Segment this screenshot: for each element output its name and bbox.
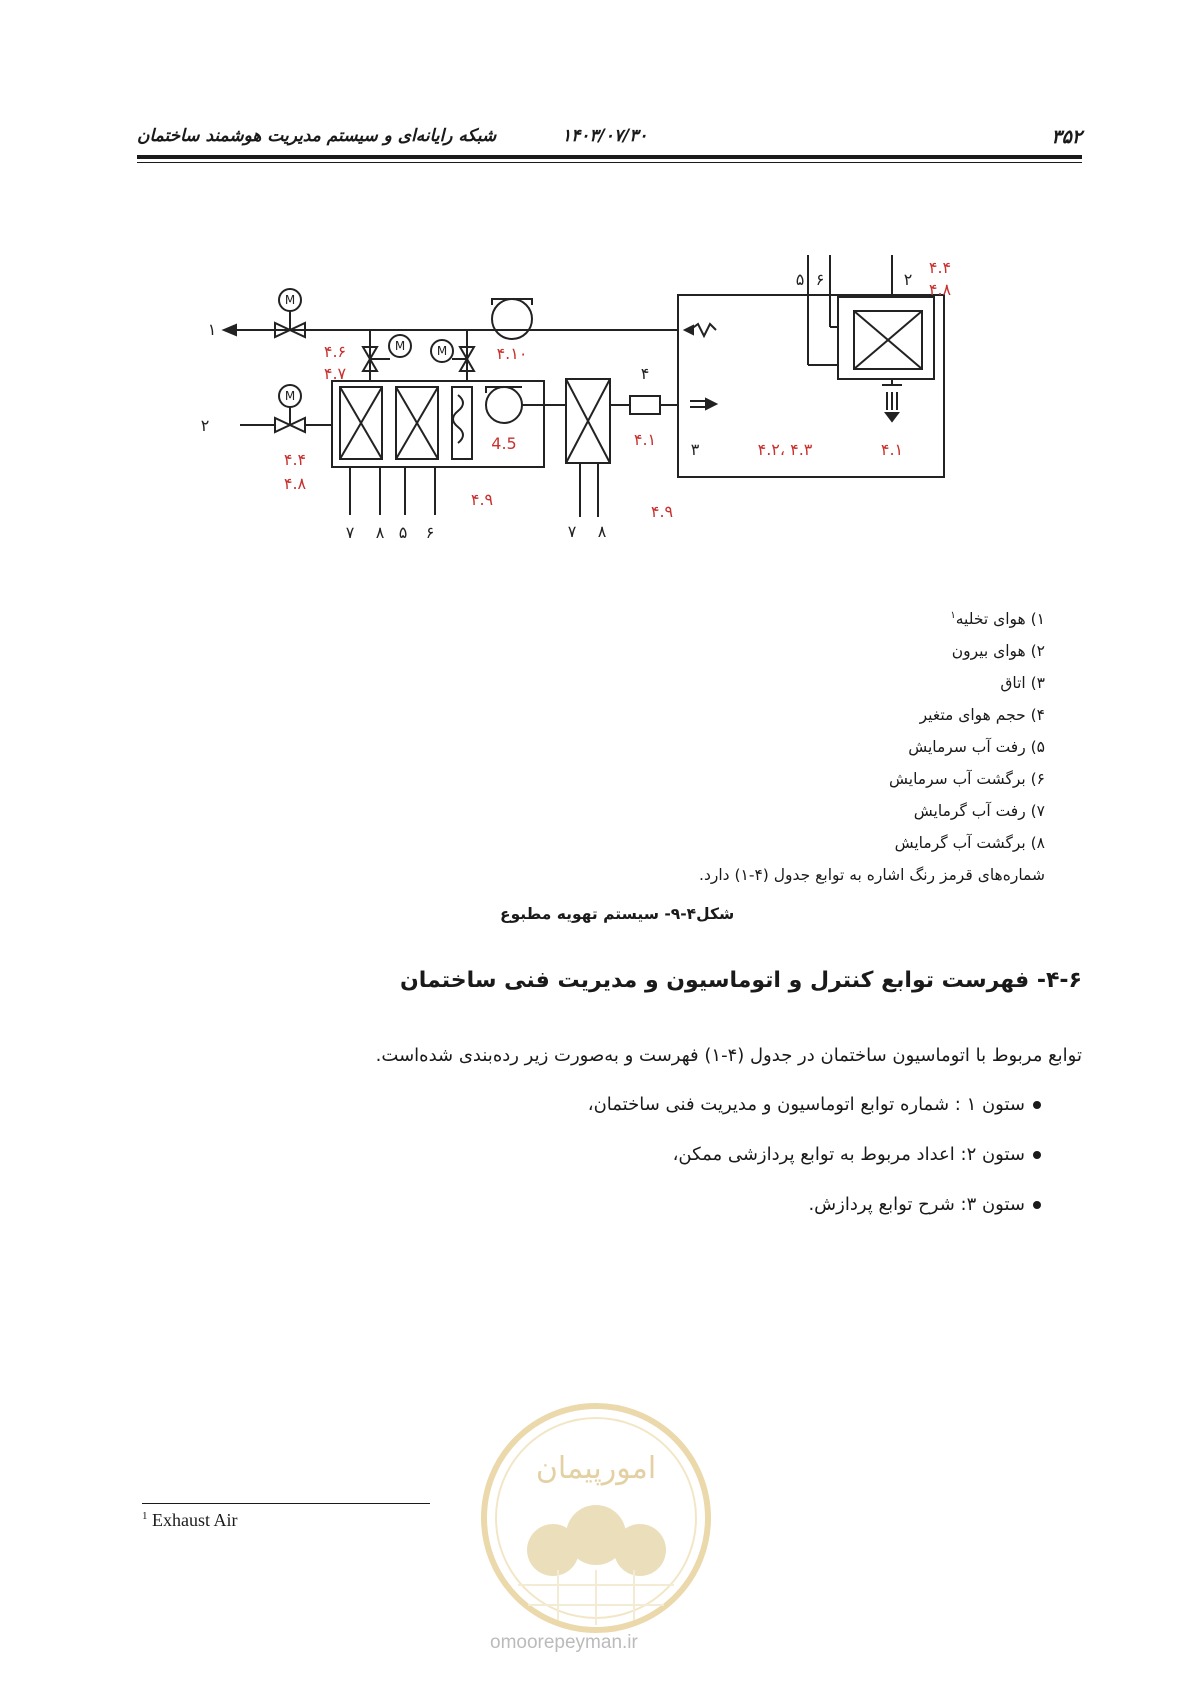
figure-legend [699,600,1045,891]
legend-item: ۲) هوای بیرون [951,642,1045,661]
label-bottom-5: ۵ [398,523,408,542]
watermark-logo-text: امورپیمان [535,1451,657,1486]
header-rule-thin [137,162,1082,163]
red-label: ۴.۴ [928,258,952,277]
footnote: $^1$ Exhaust Air [142,1510,238,1530]
legend-item: ۵) رفت آب سرمایش [908,738,1045,757]
red-label: ۴.۸ [928,280,952,299]
label-vav-4: ۴ [640,364,650,383]
intro-paragraph: توابع مربوط با اتوماسیون ساختمان در جدول (۴-۱) فهرست و به‌صورت زیر رده‌بندی شده‌است. [375,1045,1082,1066]
red-label: ۴.۶ [323,342,347,361]
label-top-2: ۲ [903,270,913,289]
label-top-6: ۶ [815,270,825,289]
label-mid-8: ۸ [597,522,607,541]
red-label: ۴.۱ [880,440,904,459]
page-number: ۳۵۲ [1051,126,1082,148]
figure-caption: شکل۴-۹- سیستم تهویه مطبوع [500,905,735,923]
label-mid-7: ۷ [567,522,577,541]
red-label: ۴.۹ [470,490,494,509]
footnote-mark: ۱ [950,610,956,621]
legend-item: ۳) اتاق [1000,674,1045,693]
legend-item: ۸) برگشت آب گرمایش [894,834,1045,853]
motor-label: M [284,389,296,403]
watermark-url: omoorepeyman.ir [490,1632,638,1653]
legend-item: ۱) هوای تخلیه$^۱$ [950,610,1045,629]
red-label: 4.5 [491,434,517,453]
red-label: ۴.۲، ۴.۳ [757,440,813,459]
header-title: شبکه رایانه‌ای و سیستم مدیریت هوشمند ساختمان [137,126,497,146]
label-outside-2: ۲ [200,416,210,435]
bullet-icon [1033,1151,1041,1159]
list-item: ستون ۲: اعداد مربوط به توابع پردازشی ممکن، [588,1135,1041,1185]
header-rule-thick [137,155,1082,159]
bullet-icon [1033,1201,1041,1209]
red-label: ۴.۸ [283,474,307,493]
list-item: ستون ۱ : شماره توابع اتوماسیون و مدیریت فنی ساختمان، [588,1085,1041,1135]
motor-label: M [436,344,448,358]
section-heading: ۴-۶- فهرست توابع کنترل و اتوماسیون و مدیریت فنی ساختمان [399,968,1082,993]
motor-label: M [284,293,296,307]
legend-item: ۴) حجم هوای متغیر [919,706,1045,725]
motor-label: M [394,339,406,353]
red-label: ۴.۹ [650,502,674,521]
watermark-logo [478,1400,714,1636]
hvac-diagram [190,255,970,585]
legend-note: شماره‌های قرمز رنگ اشاره به توابع جدول (۴-۱) دارد. [699,866,1045,885]
bullet-icon [1033,1101,1041,1109]
label-exhaust-1: ۱ [207,320,217,339]
label-bottom-7: ۷ [345,523,355,542]
list-item: ستون ۳: شرح توابع پردازش. [588,1185,1041,1235]
page-header [137,118,1082,162]
header-date: ۱۴۰۳/۰۷/۳۰ [562,126,648,146]
label-top-5: ۵ [795,270,805,289]
red-label: ۴.۷ [323,364,347,383]
red-label: ۴.۱۰ [496,344,528,363]
label-bottom-6: ۶ [425,523,435,542]
legend-item: ۶) برگشت آب سرمایش [889,770,1045,789]
label-room-3: ۳ [690,440,700,459]
red-label: ۴.۱ [633,430,657,449]
red-label: ۴.۴ [283,450,307,469]
legend-item: ۷) رفت آب گرمایش [913,802,1045,821]
label-bottom-8: ۸ [375,523,385,542]
footnote-rule [142,1503,430,1504]
column-list [588,1085,1041,1235]
